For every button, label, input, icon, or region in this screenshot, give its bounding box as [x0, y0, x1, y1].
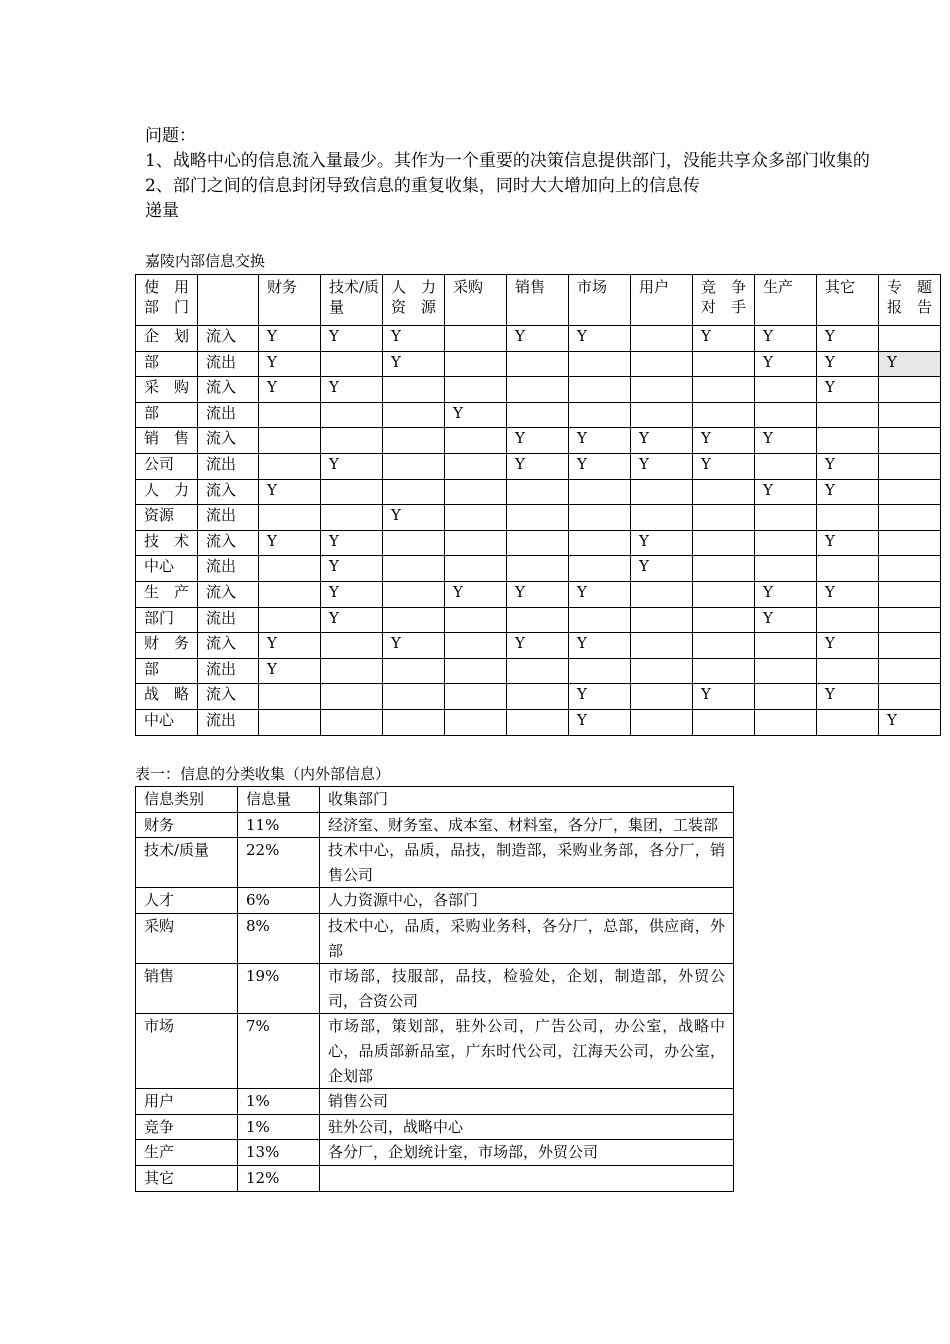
department-name: 销 售: [136, 428, 198, 454]
column-header: 专 题 报告: [879, 275, 941, 326]
exchange-cell: [569, 377, 631, 403]
exchange-cell: Y: [445, 581, 507, 607]
department-name: 部: [136, 351, 198, 377]
exchange-cell: [321, 633, 383, 659]
exchange-cell: Y: [383, 633, 445, 659]
exchange-cell: [631, 684, 693, 710]
exchange-cell: [445, 684, 507, 710]
exchange-cell: Y: [817, 326, 879, 352]
collecting-departments: 市场部，技服部，品技，检验处，企划，制造部，外贸公司，合资公司: [320, 964, 734, 1014]
exchange-cell: [445, 658, 507, 684]
exchange-cell: [259, 453, 321, 479]
exchange-cell: [631, 581, 693, 607]
category-name: 用户: [136, 1089, 238, 1115]
collecting-departments: 销售公司: [320, 1089, 734, 1115]
flow-out-label: 流出: [198, 658, 259, 684]
flow-out-label: 流出: [198, 453, 259, 479]
exchange-cell: [879, 530, 941, 556]
exchange-cell: [879, 581, 941, 607]
department-name: 战 略: [136, 684, 198, 710]
exchange-cell: [445, 479, 507, 505]
exchange-cell: [507, 556, 569, 582]
collecting-departments: 各分厂，企划统计室，市场部，外贸公司: [320, 1140, 734, 1166]
exchange-cell: [507, 658, 569, 684]
collecting-departments: 人力资源中心，各部门: [320, 888, 734, 914]
flow-out-label: 流出: [198, 556, 259, 582]
exchange-row: [136, 402, 941, 428]
exchange-cell: Y: [507, 428, 569, 454]
exchange-cell: [755, 377, 817, 403]
category-row: [136, 1089, 734, 1115]
column-header: 技术/质量: [321, 275, 383, 326]
exchange-cell: Y: [817, 530, 879, 556]
department-name: 人 力: [136, 479, 198, 505]
exchange-cell: [693, 377, 755, 403]
exchange-cell: [879, 633, 941, 659]
exchange-row: [136, 479, 941, 505]
exchange-cell: [631, 351, 693, 377]
info-volume: 11%: [238, 812, 320, 838]
exchange-cell: Y: [569, 326, 631, 352]
exchange-cell: [631, 505, 693, 531]
exchange-table-caption: 嘉陵内部信息交换: [145, 252, 266, 270]
exchange-cell: Y: [259, 377, 321, 403]
exchange-cell: Y: [755, 428, 817, 454]
exchange-cell: Y: [879, 709, 941, 735]
exchange-cell: [879, 607, 941, 633]
exchange-cell: [817, 505, 879, 531]
exchange-cell: [569, 505, 631, 531]
department-name: 部: [136, 658, 198, 684]
exchange-cell: [259, 607, 321, 633]
exchange-cell: [507, 684, 569, 710]
exchange-cell: [755, 402, 817, 428]
exchange-cell: Y: [755, 351, 817, 377]
exchange-cell: [879, 402, 941, 428]
exchange-cell: [693, 505, 755, 531]
exchange-cell: Y: [817, 684, 879, 710]
category-row: [136, 1014, 734, 1089]
exchange-cell: Y: [569, 581, 631, 607]
exchange-cell: [321, 402, 383, 428]
exchange-cell: [755, 453, 817, 479]
exchange-cell: Y: [879, 351, 941, 377]
exchange-cell: [631, 479, 693, 505]
department-name: 技 术: [136, 530, 198, 556]
exchange-cell: [259, 556, 321, 582]
column-header: 销售: [507, 275, 569, 326]
exchange-table-container: [135, 274, 950, 736]
category-name: 竞争: [136, 1114, 238, 1140]
exchange-cell: [321, 709, 383, 735]
exchange-row: [136, 351, 941, 377]
exchange-cell: [259, 428, 321, 454]
exchange-cell: [569, 658, 631, 684]
exchange-row: [136, 428, 941, 454]
exchange-cell: Y: [383, 505, 445, 531]
category-row: [136, 812, 734, 838]
category-name: 采购: [136, 913, 238, 963]
exchange-cell: [569, 607, 631, 633]
exchange-cell: [507, 530, 569, 556]
exchange-cell: [879, 479, 941, 505]
exchange-cell: [321, 351, 383, 377]
department-name: 采 购: [136, 377, 198, 403]
exchange-cell: Y: [507, 581, 569, 607]
exchange-cell: [383, 709, 445, 735]
exchange-row: [136, 607, 941, 633]
exchange-row: [136, 684, 941, 710]
exchange-cell: [321, 505, 383, 531]
exchange-cell: [383, 530, 445, 556]
exchange-cell: [259, 684, 321, 710]
collecting-departments: 技术中心，品质，采购业务科，各分厂，总部，供应商，外部: [320, 913, 734, 963]
exchange-cell: [507, 479, 569, 505]
exchange-cell: [879, 377, 941, 403]
exchange-cell: [445, 607, 507, 633]
exchange-cell: Y: [321, 607, 383, 633]
exchange-cell: Y: [569, 709, 631, 735]
exchange-cell: Y: [321, 377, 383, 403]
exchange-cell: Y: [631, 453, 693, 479]
exchange-cell: Y: [259, 479, 321, 505]
exchange-cell: Y: [755, 607, 817, 633]
column-header: 采购: [445, 275, 507, 326]
exchange-cell: [693, 556, 755, 582]
exchange-header-row: [136, 275, 941, 326]
exchange-cell: [321, 428, 383, 454]
flow-out-label: 流出: [198, 351, 259, 377]
corner-label: 使 用 部门: [136, 275, 198, 326]
exchange-cell: [445, 530, 507, 556]
info-volume: 7%: [238, 1014, 320, 1089]
exchange-cell: [569, 479, 631, 505]
exchange-cell: [259, 709, 321, 735]
department-name: 部门: [136, 607, 198, 633]
exchange-cell: Y: [817, 351, 879, 377]
exchange-row: [136, 633, 941, 659]
category-row: [136, 888, 734, 914]
exchange-cell: Y: [631, 556, 693, 582]
exchange-cell: [631, 377, 693, 403]
exchange-row: [136, 377, 941, 403]
exchange-cell: Y: [817, 633, 879, 659]
issues-title: 问题：: [145, 126, 196, 146]
exchange-cell: [817, 556, 879, 582]
exchange-cell: [445, 326, 507, 352]
exchange-cell: Y: [259, 633, 321, 659]
exchange-cell: [383, 428, 445, 454]
exchange-cell: Y: [817, 581, 879, 607]
department-name: 中心: [136, 709, 198, 735]
exchange-cell: Y: [693, 684, 755, 710]
flow-out-label: 流出: [198, 607, 259, 633]
exchange-cell: Y: [383, 326, 445, 352]
category-table: [135, 786, 734, 1192]
exchange-cell: [445, 428, 507, 454]
info-volume: 6%: [238, 888, 320, 914]
exchange-cell: [693, 607, 755, 633]
flow-out-label: 流出: [198, 709, 259, 735]
exchange-cell: Y: [259, 326, 321, 352]
issue-point-2: 2、部门之间的信息封闭导致信息的重复收集，同时大大增加向上的信息传: [145, 176, 700, 196]
info-volume: 1%: [238, 1089, 320, 1115]
exchange-cell: [445, 505, 507, 531]
category-row: [136, 1140, 734, 1166]
exchange-cell: Y: [507, 453, 569, 479]
exchange-cell: [755, 633, 817, 659]
exchange-cell: Y: [631, 530, 693, 556]
header-sources: 收集部门: [320, 787, 734, 813]
exchange-cell: [631, 633, 693, 659]
column-header: 财务: [259, 275, 321, 326]
exchange-cell: Y: [569, 633, 631, 659]
exchange-cell: [507, 709, 569, 735]
flow-in-label: 流入: [198, 581, 259, 607]
exchange-cell: Y: [817, 453, 879, 479]
category-name: 人才: [136, 888, 238, 914]
exchange-row: [136, 581, 941, 607]
exchange-cell: [569, 530, 631, 556]
exchange-cell: [879, 556, 941, 582]
exchange-table: [135, 274, 941, 736]
exchange-cell: [879, 326, 941, 352]
info-volume: 13%: [238, 1140, 320, 1166]
exchange-cell: [569, 402, 631, 428]
exchange-cell: [817, 709, 879, 735]
exchange-cell: [631, 607, 693, 633]
exchange-cell: [383, 684, 445, 710]
flow-header-empty: [198, 275, 259, 326]
exchange-cell: Y: [817, 377, 879, 403]
exchange-cell: [383, 453, 445, 479]
info-volume: 22%: [238, 838, 320, 888]
department-name: 中心: [136, 556, 198, 582]
exchange-cell: [383, 377, 445, 403]
exchange-cell: Y: [321, 530, 383, 556]
exchange-cell: [507, 607, 569, 633]
exchange-row: [136, 505, 941, 531]
exchange-cell: Y: [383, 351, 445, 377]
exchange-cell: [879, 453, 941, 479]
issue-point-1: 1、战略中心的信息流入量最少。其作为一个重要的决策信息提供部门，没能共享众多部门收集的: [145, 151, 870, 171]
flow-in-label: 流入: [198, 684, 259, 710]
exchange-cell: Y: [445, 402, 507, 428]
exchange-cell: [445, 556, 507, 582]
exchange-cell: [755, 658, 817, 684]
exchange-cell: [755, 530, 817, 556]
department-name: 公司: [136, 453, 198, 479]
exchange-cell: Y: [259, 658, 321, 684]
exchange-cell: [259, 505, 321, 531]
exchange-row: [136, 530, 941, 556]
exchange-cell: [321, 684, 383, 710]
exchange-cell: Y: [321, 581, 383, 607]
category-name: 市场: [136, 1014, 238, 1089]
flow-in-label: 流入: [198, 479, 259, 505]
exchange-cell: [879, 505, 941, 531]
flow-in-label: 流入: [198, 326, 259, 352]
exchange-cell: Y: [259, 530, 321, 556]
exchange-row: [136, 326, 941, 352]
issues-section: [145, 124, 950, 224]
exchange-row: [136, 658, 941, 684]
exchange-cell: Y: [755, 326, 817, 352]
exchange-cell: Y: [321, 556, 383, 582]
header-volume: 信息量: [238, 787, 320, 813]
exchange-cell: Y: [321, 453, 383, 479]
category-name: 技术/质量: [136, 838, 238, 888]
exchange-cell: [507, 402, 569, 428]
category-name: 财务: [136, 812, 238, 838]
exchange-cell: [631, 658, 693, 684]
info-volume: 19%: [238, 964, 320, 1014]
exchange-cell: [817, 402, 879, 428]
exchange-cell: Y: [693, 326, 755, 352]
exchange-cell: [817, 607, 879, 633]
exchange-cell: [631, 709, 693, 735]
exchange-cell: [755, 709, 817, 735]
category-row: [136, 838, 734, 888]
exchange-cell: [693, 581, 755, 607]
exchange-cell: Y: [259, 351, 321, 377]
exchange-cell: [507, 377, 569, 403]
exchange-cell: [879, 658, 941, 684]
exchange-cell: [631, 326, 693, 352]
category-name: 销售: [136, 964, 238, 1014]
category-row: [136, 913, 734, 963]
exchange-cell: [693, 530, 755, 556]
category-table-caption: 表一：信息的分类收集（内外部信息）: [135, 765, 391, 783]
exchange-cell: [259, 581, 321, 607]
exchange-cell: [507, 351, 569, 377]
exchange-cell: [817, 658, 879, 684]
column-header: 用户: [631, 275, 693, 326]
exchange-cell: [445, 709, 507, 735]
issue-point-2-continued: 递量: [145, 201, 179, 221]
exchange-cell: Y: [693, 428, 755, 454]
exchange-cell: [445, 377, 507, 403]
flow-in-label: 流入: [198, 530, 259, 556]
exchange-cell: [817, 428, 879, 454]
exchange-cell: Y: [569, 684, 631, 710]
collecting-departments: 驻外公司，战略中心: [320, 1114, 734, 1140]
column-header: 生产: [755, 275, 817, 326]
exchange-cell: [693, 633, 755, 659]
exchange-cell: Y: [569, 428, 631, 454]
exchange-cell: [445, 453, 507, 479]
exchange-cell: [445, 351, 507, 377]
exchange-cell: [693, 709, 755, 735]
column-header: 其它: [817, 275, 879, 326]
collecting-departments: 市场部，策划部，驻外公司，广告公司，办公室，战略中心，品质部新品室，广东时代公司，江海天公司，办公室，企划部: [320, 1014, 734, 1089]
exchange-cell: [755, 684, 817, 710]
exchange-cell: Y: [507, 326, 569, 352]
category-row: [136, 1165, 734, 1191]
exchange-cell: Y: [817, 479, 879, 505]
exchange-cell: [321, 479, 383, 505]
department-name: 企 划: [136, 326, 198, 352]
exchange-row: [136, 709, 941, 735]
exchange-cell: [569, 556, 631, 582]
department-name: 财 务: [136, 633, 198, 659]
exchange-cell: [755, 505, 817, 531]
exchange-cell: Y: [631, 428, 693, 454]
exchange-cell: [259, 402, 321, 428]
category-row: [136, 964, 734, 1014]
collecting-departments: [320, 1165, 734, 1191]
category-header-row: [136, 787, 734, 813]
collecting-departments: 经济室、财务室、成本室、材料室，各分厂，集团，工装部: [320, 812, 734, 838]
info-volume: 8%: [238, 913, 320, 963]
exchange-cell: [383, 658, 445, 684]
exchange-cell: [321, 658, 383, 684]
exchange-cell: [879, 684, 941, 710]
flow-in-label: 流入: [198, 633, 259, 659]
department-name: 资源: [136, 505, 198, 531]
category-name: 其它: [136, 1165, 238, 1191]
exchange-cell: Y: [507, 633, 569, 659]
exchange-cell: [383, 607, 445, 633]
category-row: [136, 1114, 734, 1140]
column-header: 人 力 资源: [383, 275, 445, 326]
info-volume: 12%: [238, 1165, 320, 1191]
flow-in-label: 流入: [198, 377, 259, 403]
exchange-cell: [693, 351, 755, 377]
column-header: 竞 争 对手: [693, 275, 755, 326]
exchange-cell: [631, 402, 693, 428]
department-name: 生 产: [136, 581, 198, 607]
flow-out-label: 流出: [198, 505, 259, 531]
exchange-cell: [383, 402, 445, 428]
column-header: 市场: [569, 275, 631, 326]
exchange-cell: [693, 658, 755, 684]
exchange-cell: [755, 556, 817, 582]
exchange-row: [136, 556, 941, 582]
exchange-cell: [693, 402, 755, 428]
exchange-cell: Y: [321, 326, 383, 352]
exchange-cell: [445, 633, 507, 659]
exchange-cell: Y: [693, 453, 755, 479]
exchange-cell: Y: [755, 479, 817, 505]
info-volume: 1%: [238, 1114, 320, 1140]
department-name: 部: [136, 402, 198, 428]
exchange-cell: [383, 556, 445, 582]
collecting-departments: 技术中心，品质，品技，制造部，采购业务部，各分厂，销售公司: [320, 838, 734, 888]
exchange-cell: [507, 505, 569, 531]
exchange-cell: [383, 581, 445, 607]
exchange-cell: [693, 479, 755, 505]
exchange-cell: [569, 351, 631, 377]
flow-in-label: 流入: [198, 428, 259, 454]
exchange-row: [136, 453, 941, 479]
exchange-cell: Y: [755, 581, 817, 607]
category-name: 生产: [136, 1140, 238, 1166]
exchange-cell: [383, 479, 445, 505]
flow-out-label: 流出: [198, 402, 259, 428]
exchange-cell: [879, 428, 941, 454]
header-category: 信息类别: [136, 787, 238, 813]
exchange-cell: Y: [569, 453, 631, 479]
